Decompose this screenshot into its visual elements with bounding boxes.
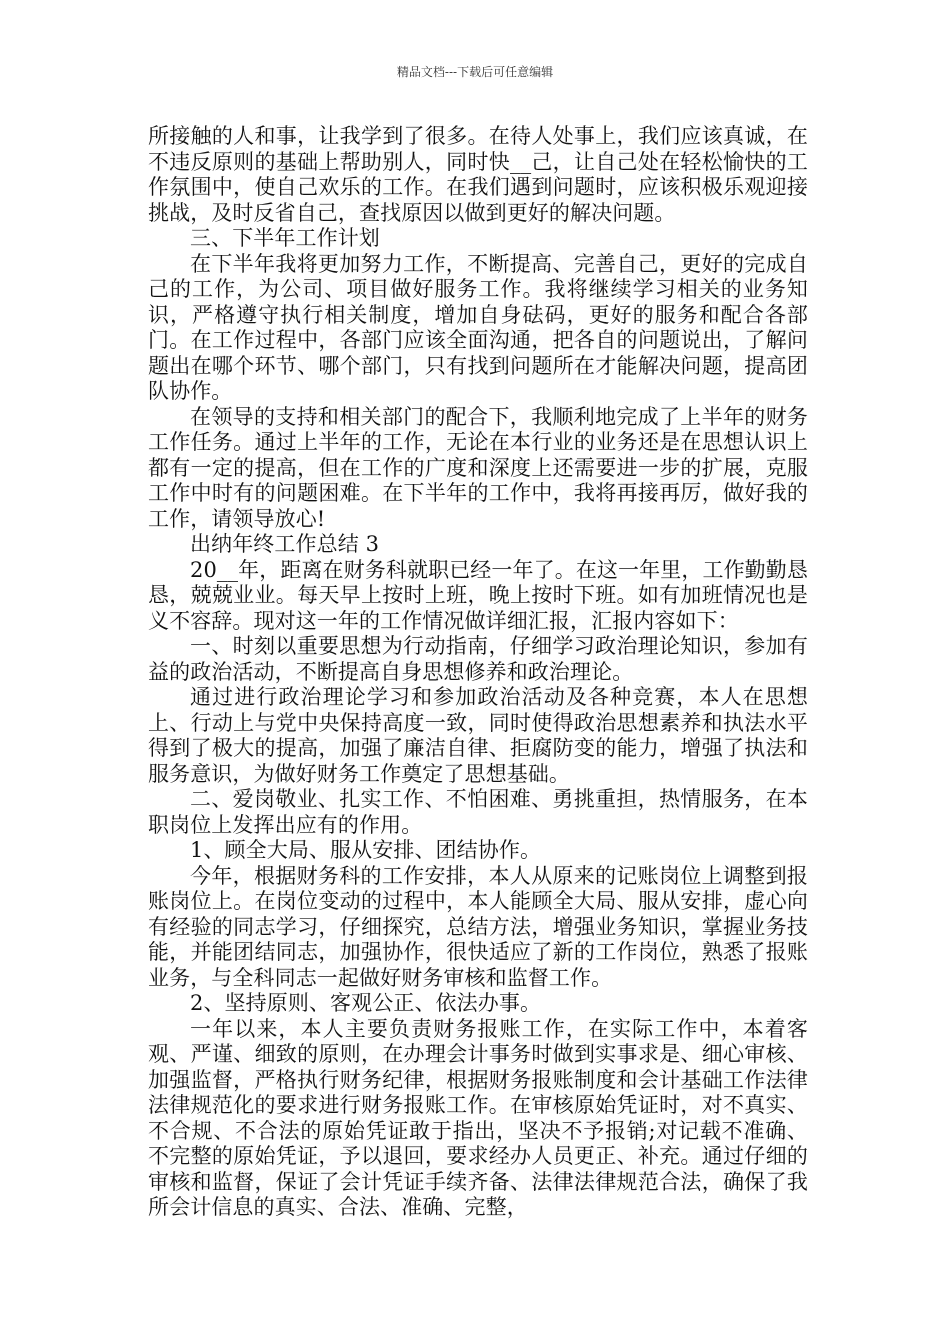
section-heading-second-half-plan: 三、下半年工作计划 [190,226,380,250]
page-header: 精品文档---下载后可任意编辑 [396,65,554,79]
paragraph-4: 20__年，距离在财务科就职已经一年了。在这一年里，工作勤勤恳恳，兢兢业业。每天早上按时上班，晚上按时下班。如有加班情况也是义不容辞。现对这一年的工作情况做详细汇报，汇报内容如下： [148,557,808,633]
paragraph-3: 在领导的支持和相关部门的配合下，我顺利地完成了上半年的财务工作任务。通过上半年的工作，无论在本行业的业务还是在思想认识上都有一定的提高，但在工作的广度和深度上还需要进一步的扩展，克服工作中时有的问题困难。在下半年的工作中，我将再接再厉，做好我的工作，请领导放心! [148,404,808,531]
subheading-1: 1、顾全大局、服从安排、团结协作。 [190,838,542,862]
paragraph-1: 所接触的人和事，让我学到了很多。在待人处事上，我们应该真诚，在不违反原则的基础上帮助别人，同时快__己，让自己处在轻松愉快的工作氛围中，使自己欢乐的工作。在我们遇到问题时，应该积极乐观迎接挑战，及时反省自己，查找原因以做到更好的解决问题。 [148,124,808,225]
paragraph-5: 通过进行政治理论学习和参加政治活动及各种竞赛，本人在思想上、行动上与党中央保持高度一致，同时使得政治思想素养和执法水平得到了极大的提高，加强了廉洁自律、拒腐防变的能力，增强了执法和服务意识，为做好财务工作奠定了思想基础。 [148,685,808,786]
section-heading-2: 二、爱岗敬业、扎实工作、不怕困难、勇挑重担，热情服务，在本职岗位上发挥出应有的作用。 [148,787,808,837]
document-title-3: 出纳年终工作总结 3 [190,532,380,556]
document-body [148,124,808,1221]
subheading-2: 2、坚持原则、客观公正、依法办事。 [190,991,542,1015]
paragraph-2: 在下半年我将更加努力工作，不断提高、完善自己，更好的完成自己的工作，为公司、项目做好服务工作。我将继续学习相关的业务知识，严格遵守执行相关制度，增加自身砝码，更好的服务和配合各部门。在工作过程中，各部门应该全面沟通，把各自的问题说出，了解问题出在哪个环节、哪个部门，只有找到问题所在才能解决问题，提高团队协作。 [148,251,808,403]
paragraph-6: 今年，根据财务科的工作安排，本人从原来的记账岗位上调整到报账岗位上。在岗位变动的过程中，本人能顾全大局、服从安排，虚心向有经验的同志学习，仔细探究，总结方法，增强业务知识，掌握业务技能，并能团结同志，加强协作，很快适应了新的工作岗位，熟悉了报账业务，与全科同志一起做好财务审核和监督工作。 [148,863,808,990]
paragraph-7: 一年以来，本人主要负责财务报账工作，在实际工作中，本着客观、严谨、细致的原则，在办理会计事务时做到实事求是、细心审核、加强监督，严格执行财务纪律，根据财务报账制度和会计基础工作法律法律规范化的要求进行财务报账工作。在审核原始凭证时，对不真实、不合规、不合法的原始凭证敢于指出，坚决不予报销;对记载不准确、不完整的原始凭证，予以退回，要求经办人员更正、补充。通过仔细的审核和监督，保证了会计凭证手续齐备、法律法律规范合法，确保了我所会计信息的真实、合法、准确、完整， [148,1016,808,1219]
section-heading-1: 一、时刻以重要思想为行动指南，仔细学习政治理论知识，参加有益的政治活动，不断提高自身思想修养和政治理论。 [148,634,808,684]
